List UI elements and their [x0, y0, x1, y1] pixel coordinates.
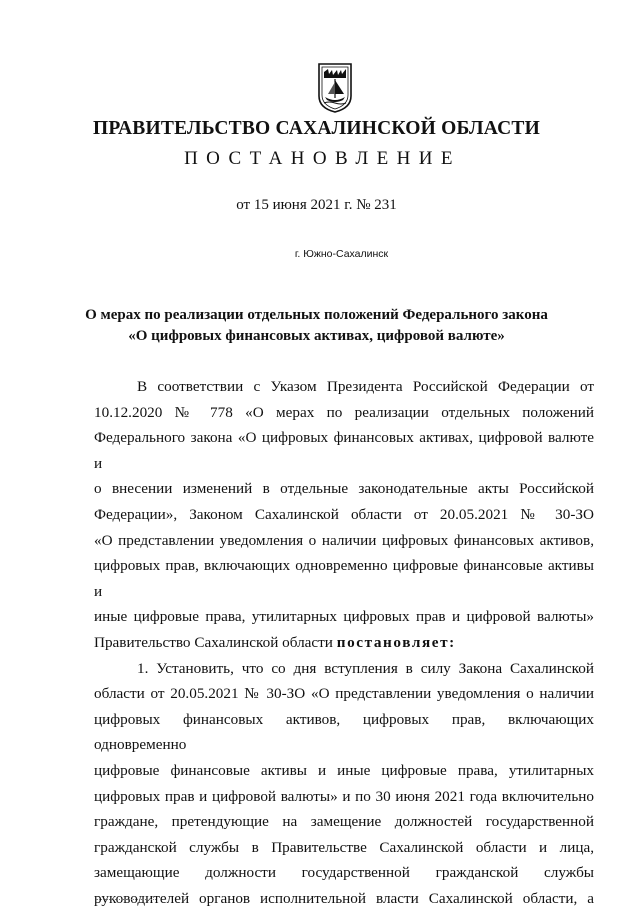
body-line: гражданской службы в Правительстве Сахалинской области и лица,: [94, 838, 594, 856]
body-line: «О представлении уведомления о наличии цифровых финансовых активов,: [94, 531, 594, 549]
body-line: В соответствии с Указом Президента Российской Федерации от: [137, 378, 594, 395]
body-text-span: Правительство Сахалинской области: [94, 633, 333, 651]
body-line: [94, 630, 594, 656]
document-title: [0, 305, 633, 347]
organization-title: ПРАВИТЕЛЬСТВО САХАЛИНСКОЙ ОБЛАСТИ: [93, 118, 540, 139]
body-line: 1. Установить, что со дня вступления в силу Закона Сахалинской: [137, 659, 594, 677]
body-line: граждане, претендующие на замещение должностей государственной: [94, 813, 594, 831]
page-edge-mark: [96, 899, 156, 901]
body-line: о внесении изменений в отдельные законодательные акты Российской: [94, 480, 594, 498]
title-line: О мерах по реализации отдельных положений Федерального закона: [85, 307, 548, 323]
document-type: ПОСТАНОВЛЕНИЕ: [184, 148, 461, 169]
sakhalin-coat-of-arms-icon: [316, 60, 354, 114]
city: г. Южно-Сахалинск: [294, 248, 389, 260]
decree-word: постановляет:: [336, 633, 456, 651]
body-line: 10.12.2020 № 778 «О мерах по реализации отдельных положений: [94, 403, 594, 421]
body-line: иные цифровые права, утилитарных цифровых прав и цифровой валюты»: [94, 608, 594, 626]
date-and-number: от 15 июня 2021 г. № 231: [236, 197, 397, 213]
body-line: замещающие должности государственной гражданской службы: [94, 864, 594, 882]
body-line: цифровых прав, включающих одновременно цифровые финансовые активы и: [94, 557, 594, 600]
body-line: Федерации», Законом Сахалинской области от 20.05.2021 № 30-ЗО: [94, 505, 594, 523]
body-line: цифровых прав и цифровой валюты» и по 30 июня 2021 года включительно: [94, 787, 594, 805]
body-line: цифровые финансовые активы и иные цифровые права, утилитарных: [94, 761, 594, 779]
title-line: «О цифровых финансовых активах, цифровой валюте»: [128, 328, 505, 344]
body-line: области от 20.05.2021 № 30-ЗО «О представлении уведомления о наличии: [94, 685, 594, 703]
body-line: цифровых финансовых активов, цифровых прав, включающих одновременно: [94, 710, 594, 754]
body-line: руководителей органов исполнительной власти Сахалинской области, а: [94, 889, 594, 907]
body-line: Федерального закона «О цифровых финансовых активах, цифровой валюте и: [94, 429, 594, 472]
document-body: [94, 374, 594, 911]
